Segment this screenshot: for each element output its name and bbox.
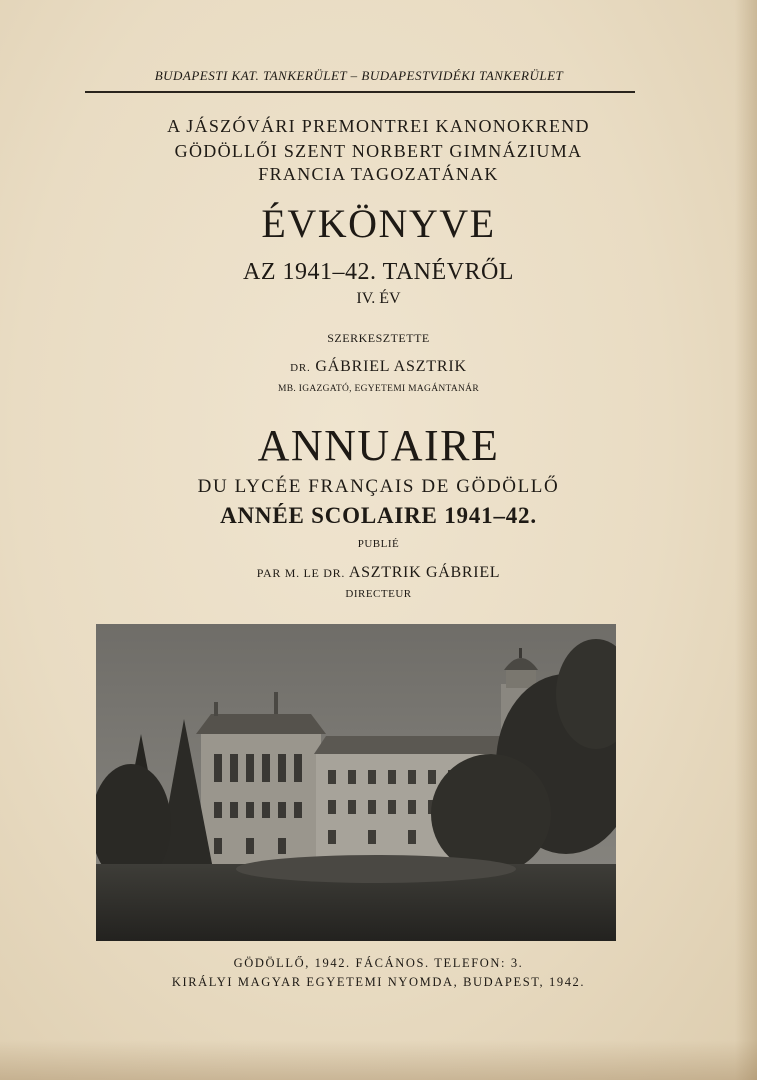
page-bottom-shadow <box>0 1040 757 1080</box>
institution-line-1: A JÁSZÓVÁRI PREMONTREI KANONOKREND <box>167 116 590 136</box>
french-school-year: ANNÉE SCOLAIRE 1941–42. <box>220 503 537 528</box>
school-building-photo <box>96 624 616 941</box>
publisher-line <box>0 564 757 582</box>
editor-role: MB. IGAZGATÓ, EGYETEMI MAGÁNTANÁR <box>278 384 479 394</box>
editor-name: GÁBRIEL ASZTRIK <box>315 358 467 375</box>
footer-printer: KIRÁLYI MAGYAR EGYETEMI NYOMDA, BUDAPEST, 1942. <box>171 975 586 989</box>
institution-line-2: GÖDÖLLŐI SZENT NORBERT GIMNÁZIUMA <box>174 141 583 161</box>
hungarian-title: ÉVKÖNYVE <box>261 201 496 246</box>
volume-number: IV. ÉV <box>356 290 401 307</box>
published-label: PUBLIÉ <box>357 538 400 550</box>
edited-by-label: SZERKESZTETTE <box>327 331 430 345</box>
hungarian-school-year: AZ 1941–42. TANÉVRŐL <box>243 259 514 285</box>
french-subtitle: DU LYCÉE FRANÇAIS DE GÖDÖLLŐ <box>197 476 560 497</box>
editor-line <box>0 358 757 376</box>
publisher-name: ASZTRIK GÁBRIEL <box>348 564 501 581</box>
publisher-prefix: PAR M. LE DR. <box>256 566 346 580</box>
district-header: BUDAPESTI KAT. TANKERÜLET – BUDAPESTVIDÉKI TANKERÜLET <box>154 68 564 83</box>
editor-prefix: DR. <box>290 362 311 374</box>
french-title: ANNUAIRE <box>257 421 500 470</box>
institution-line-3: FRANCIA TAGOZATÁNAK <box>258 164 499 184</box>
building-illustration <box>96 624 616 941</box>
header-rule <box>85 91 635 93</box>
publisher-role: DIRECTEUR <box>345 588 412 600</box>
footer-location: GÖDÖLLŐ, 1942. FÁCÁNOS. TELEFON: 3. <box>233 956 524 970</box>
